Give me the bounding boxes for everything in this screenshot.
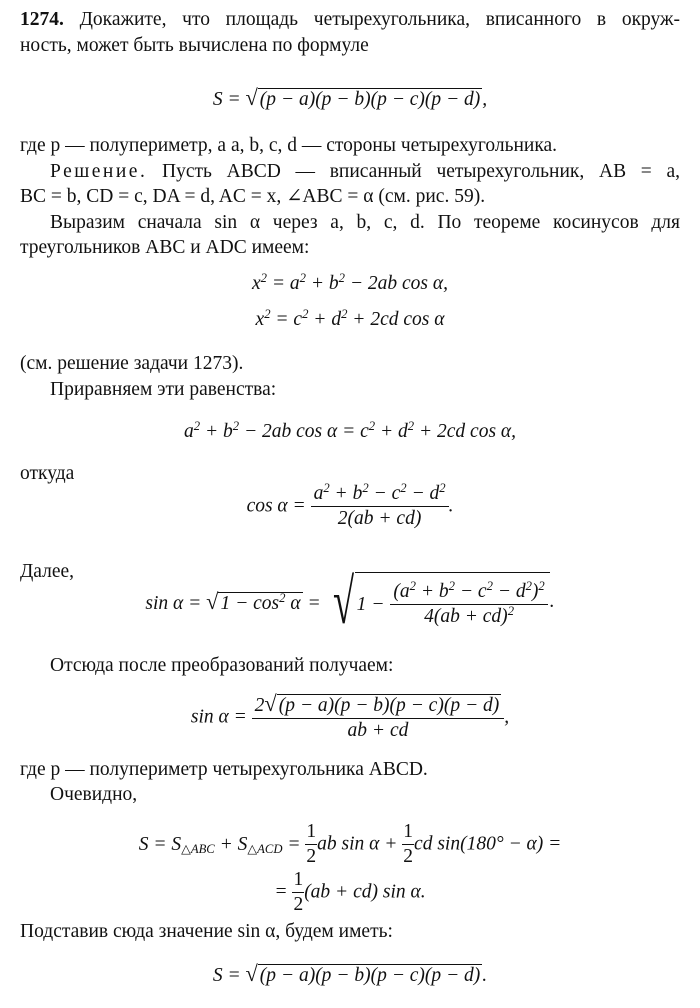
radical-sign: √ 1 − $\frac{(a^2 + b^2 - c^2 - d^2)^2}{4(ab + cd)^2}$ [326,572,550,632]
equation-final-area: S = √ (p − a)(p − b)(p − c)(p − d) . [212,961,488,986]
equation-equated: $a^2 + b^2 - 2ab$ $\cos \alpha = c^2 + d^2 + 2cd$ cos α, [183,419,517,442]
solution-line-2: BC = b, CD = c, DA = d, AC = x, ∠ABC = α (см. рис. 59). [20,186,486,207]
where-p-line: где p — полупериметр четырехугольника ABCD. [20,759,428,780]
obviously-line: Очевидно, [50,784,138,805]
equation-sin-alpha-2: sin α = $\frac{2√ (p - a)(p - b)(p - c)(p - d)}{ab + cd}$ , [190,691,510,741]
equation-area-simplified: = $\frac{1}{2}$ (ab + cd) sin α. [274,869,426,915]
equation-cosine-law-2: $x^2 = c^2 + d^2 + 2cd$ cos α [255,307,445,330]
problem-statement-line-1 [20,8,680,32]
after-transform-line: Отсюда после преобразований получаем: [50,655,394,676]
equate-line: Приравняем эти равенства: [50,379,277,400]
equation-sin-alpha-1: sin α = √ $1 - \cos^2 \alpha$ = √ 1 − $\frac{(a^2 + b^2 - c^2 - d^2)^2}{4(ab + cd)^2}$ . [145,566,555,637]
solution-label: Решение. [50,161,148,182]
substitute-line: Подставив сюда значение sin α, будем иметь: [20,921,393,942]
sin-alpha-fraction: $\frac{2√ (p - a)(p - b)(p - c)(p - d)}{ab + cd}$ [252,692,505,743]
equation-cosine-law-1: $x^2 = a^2 + b^2 - 2ab$ cos α, [252,271,448,294]
problem-where-line: где p — полупериметр, а a, b, c, d — стороны четырехугольника. [20,135,558,156]
problem-number: 1274. [20,9,64,30]
problem-text-1: Докажите, что площадь четырехугольника, вписанного в окруж- [79,9,681,30]
solution-line-1 [50,160,680,184]
equation-cos-alpha: cos α = $\frac{a^2 + b^2 - c^2 - d^2}{2(ab + cd)}$ . [246,481,454,529]
solution-text-1: Пусть ABCD — вписанный четырехугольник, AB = a, [162,161,680,182]
equation-area-sum: $S = S_{\triangle ABC} + S_{\triangle ACD}$ = $\frac{1}{2}$ ab sin α + $\frac{1}{2}$ cd sin(180° − α) = [138,821,562,867]
solution-line-4: треугольников ABC и ADC имеем: [20,237,310,258]
problem-statement-line-2: ность, может быть вычислена по формуле [20,35,369,56]
reference-line: (см. решение задачи 1273). [20,353,244,374]
solution-line-3: Выразим сначала sin α через a, b, c, d. По теореме косинусов для [50,212,680,233]
area-formula: S = √ (p − a)(p − b)(p − c)(p − d) , [212,85,488,110]
problem-formula [0,86,700,112]
whence-word: откуда [20,463,75,484]
further-word: Далее, [20,561,75,582]
cos-alpha-fraction: $\frac{a^2 + b^2 - c^2 - d^2}{2(ab + cd)}$ [311,482,449,531]
